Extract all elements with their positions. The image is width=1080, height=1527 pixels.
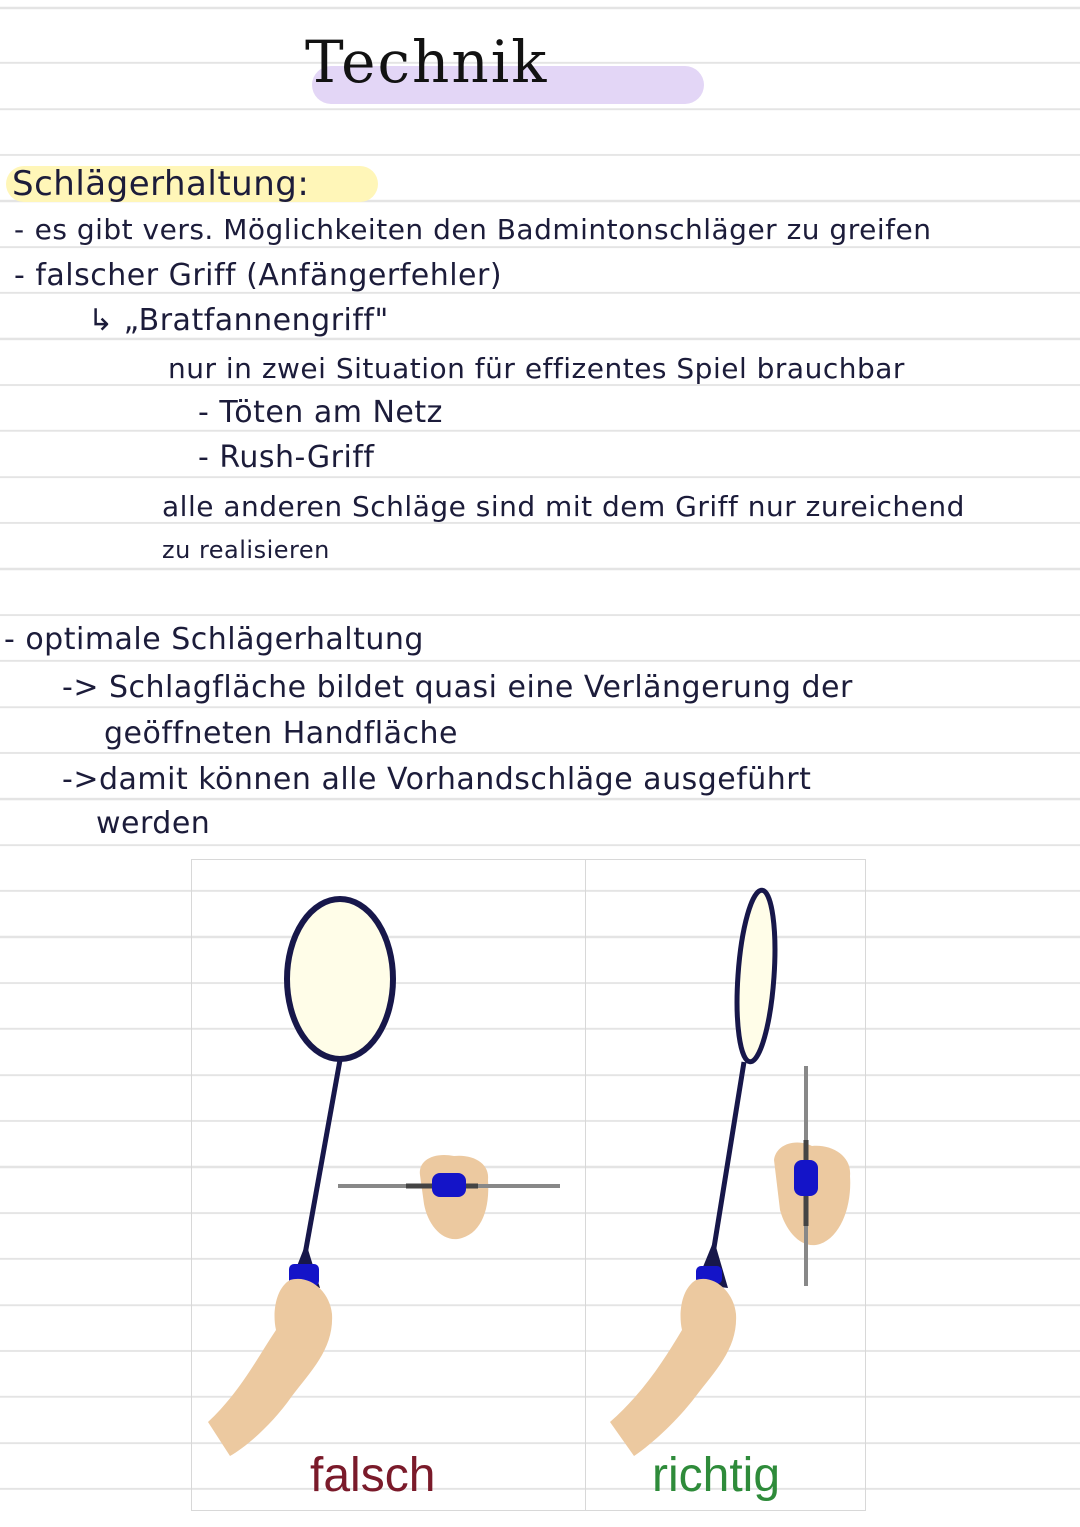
grip-comparison-figure xyxy=(191,859,866,1511)
racket-shaft xyxy=(712,1062,744,1260)
page-title: Technik xyxy=(305,28,549,96)
grip-marker-detail xyxy=(432,1173,466,1197)
note-line-9: - optimale Schlägerhaltung xyxy=(4,622,424,657)
racket-shaft xyxy=(304,1060,340,1260)
note-line-8: zu realisieren xyxy=(162,536,330,564)
caption-right: richtig xyxy=(652,1449,781,1502)
note-line-6: - Rush-Griff xyxy=(198,440,375,475)
note-line-1: - es gibt vers. Möglichkeiten den Badmintonschläger zu greifen xyxy=(14,213,932,246)
section-heading: Schlägerhaltung: xyxy=(12,164,310,204)
caption-wrong: falsch xyxy=(310,1449,436,1502)
note-line-10: -> Schlagfläche bildet quasi eine Verlängerung der xyxy=(62,670,853,705)
note-line-11: geöffneten Handfläche xyxy=(104,716,458,751)
hand-grip-detail xyxy=(420,1155,488,1239)
note-line-12: ->damit können alle Vorhandschläge ausgeführt xyxy=(62,762,812,797)
note-line-7: alle anderen Schläge sind mit dem Griff nur zureichend xyxy=(162,490,965,523)
note-line-5: - Töten am Netz xyxy=(198,395,443,430)
note-line-13: werden xyxy=(96,806,211,841)
right-grip-racket xyxy=(610,889,850,1456)
note-line-4: nur in zwei Situation für effizentes Spiel brauchbar xyxy=(168,352,905,385)
racket-head xyxy=(287,899,393,1059)
hand-holding-racket xyxy=(208,1279,332,1456)
note-line-2: - falscher Griff (Anfängerfehler) xyxy=(14,258,503,293)
racket-head xyxy=(732,889,780,1063)
grip-marker-detail xyxy=(794,1160,818,1196)
grip-illustration xyxy=(192,860,865,1510)
note-line-3: ↳ „Bratfannengriff" xyxy=(88,303,389,338)
hand-holding-racket xyxy=(610,1279,736,1456)
wrong-grip-racket xyxy=(208,899,560,1456)
